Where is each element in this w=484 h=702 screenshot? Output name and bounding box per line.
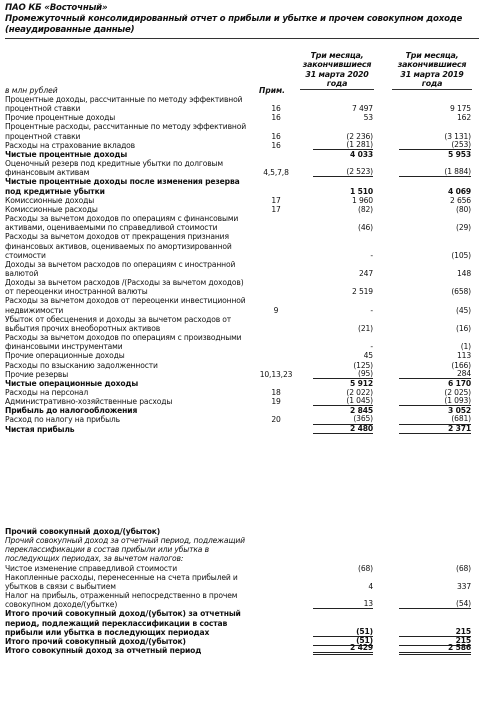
row-label: Прибыль до налогообложения [5,406,138,416]
row-note: 17 [271,204,281,214]
row-note: 16 [271,131,281,141]
value-2019: 337 [456,581,471,591]
statement-row [5,379,479,388]
statement-row [5,232,479,259]
row-label: Чистые операционные доходы [5,378,139,388]
column-header-2019 [392,51,472,90]
row-label: Накопленные расходы, перенесенные на счета прибылей и убытков в связи с выбытием [5,572,238,591]
oci-section [5,527,479,655]
value-2020: 4 033 [349,149,373,159]
row-label: Расход по налогу на прибыль [5,415,120,425]
row-label: Прочие операционные доходы [5,351,125,361]
col2-line2: закончившиеся [397,60,467,70]
statement-row [5,177,479,195]
row-label: Расходы на страхование вкладов [5,140,136,150]
row-label: Чистая прибыль [5,424,75,434]
oci-row [5,591,479,609]
value-2020: - [370,305,373,315]
oci-subtitle: Прочий совокупный доход за отчетный период, подлежащий переклассификации в состав прибыли или убытка в последующих периодах, за вычетом налогов: [5,536,245,564]
value-2020: (1 045) [313,396,373,406]
value-2020: 2 429 [313,643,373,655]
value-2019: 6 170 [447,378,471,388]
value-2020: (365) [313,414,373,424]
value-2019: 215 [399,636,471,646]
value-2020: (1 281) [313,140,373,150]
row-label: Оценочный резерв под кредитные убытки по долговым финансовым активам [5,159,223,178]
statement-row [5,425,479,434]
row-label: Процентные расходы, рассчитанные по методу эффективной процентной ставки [5,122,246,141]
row-label: Расходы за вычетом доходов от переоценки инвестиционной недвижимости [5,296,246,315]
row-label: Чистое изменение справедливой стоимости [5,563,177,573]
value-2019: (29) [456,223,471,233]
row-label: Доходы за вычетом расходов /(Расходы за вычетом доходов) от переоценки иностранной валюты [5,278,244,297]
value-2019: (68) [456,563,471,573]
value-2019: 2 586 [399,643,471,655]
statement-title: Промежуточный консолидированный отчет о прибыли и убытке и прочем совокупном доходе (неаудированные данные) [5,14,463,35]
value-2020: - [370,342,373,352]
value-2020: 2 845 [349,406,373,416]
value-2019: 162 [456,113,471,123]
company-name: ПАО КБ «Восточный» [5,3,108,13]
row-label: Расходы за вычетом доходов от прекращения признания финансовых активов, оцениваемых по амортизированной стоимости [5,232,232,260]
row-label: Итого прочий совокупный доход/(убыток) за отчетный период, подлежащий переклассификации в состав прибыли или убытка в последующих периодах [5,609,241,637]
oci-title: Прочий совокупный доход/(убыток) [5,527,161,536]
row-note: 19 [271,397,281,407]
value-2019: 215 [399,627,471,637]
value-2019: (45) [456,305,471,315]
oci-row [5,573,479,591]
statement-row [5,141,479,150]
row-label: Расходы на персонал [5,388,89,397]
statement-row [5,351,479,360]
value-2020: (51) [313,636,373,646]
col2-line3: 31 марта 2019 [400,69,464,79]
value-2020: (95) [313,369,373,379]
note-column-header: Прим. [259,86,285,95]
col1-line3: 31 марта 2020 [305,69,369,79]
value-2019: (658) [451,287,471,297]
value-2020: (2 236) [346,131,373,141]
value-2019: (2 025) [444,388,471,397]
oci-table [5,564,479,656]
value-2020: 2 480 [313,424,373,434]
statement-row [5,315,479,333]
oci-row [5,564,479,573]
row-note: 16 [271,113,281,123]
value-2019: (16) [456,323,471,333]
value-2020: 1 510 [349,186,373,196]
row-note: 18 [271,388,281,397]
value-2020: (2 022) [346,388,373,397]
value-2019: (80) [456,204,471,214]
row-label: Прочие процентные доходы [5,113,116,123]
row-note: 16 [271,140,281,150]
value-2020: 53 [363,113,373,123]
value-2020: (125) [353,360,373,370]
statement-row [5,122,479,140]
value-2020: (68) [358,563,373,573]
statement-row [5,370,479,379]
value-2020: (21) [358,323,373,333]
row-label: Комиссионные доходы [5,195,95,205]
value-2019: 3 052 [447,406,471,416]
row-label: Налог на прибыль, отраженный непосредственно в прочем совокупном доходе/(убытке) [5,591,238,610]
column-header-2020 [300,51,374,90]
value-2020: (82) [358,204,373,214]
row-label: Убыток от обесценения и доходы за вычетом расходов от выбытия прочих внеоборотных активов [5,314,232,333]
value-2019: (166) [451,360,471,370]
row-note: 9 [273,305,279,315]
value-2020: 4 [368,581,373,591]
col1-line4: года [300,79,374,89]
value-2020: (2 523) [313,167,373,177]
statement-row [5,159,479,177]
value-2020: - [370,250,373,260]
value-2019: (54) [399,599,471,609]
statement-row [5,397,479,406]
value-2019: 9 175 [450,104,471,114]
value-2019: 148 [456,268,471,278]
statement-row [5,95,479,113]
value-2020: 2 519 [352,287,373,297]
oci-row [5,643,479,656]
statement-row [5,150,479,159]
statement-row [5,113,479,122]
row-note: 20 [271,415,281,425]
statement-row [5,214,479,232]
row-label: Чистые процентные доходы [5,149,128,159]
row-note: 16 [271,104,281,114]
value-2020: 13 [313,599,373,609]
value-2020: (51) [313,627,373,637]
statement-row [5,296,479,314]
value-2019: 284 [399,369,471,379]
row-label: Итого совокупный доход за отчетный период [5,646,202,656]
statement-row [5,205,479,214]
oci-row [5,609,479,636]
col2-line4: года [392,79,472,89]
row-label: Доходы за вычетом расходов по операциям с иностранной валютой [5,259,236,278]
row-note: 4,5,7,8 [263,168,289,178]
value-2020: 7 497 [352,104,373,114]
value-2019: 5 953 [447,149,471,159]
col1-line2: закончившиеся [302,60,372,70]
value-2020: 5 912 [349,378,373,388]
value-2019: (105) [451,250,471,260]
row-label: Процентные доходы, рассчитанные по методу эффективной процентной ставки [5,95,243,114]
value-2019: (1) [460,342,471,352]
row-label: Комиссионные расходы [5,204,98,214]
statement-row [5,196,479,205]
value-2020: (46) [358,223,373,233]
value-2019: (253) [399,140,471,150]
value-2020: 247 [358,268,373,278]
value-2019: 113 [456,351,471,361]
row-note: 17 [271,195,281,205]
value-2019: (3 131) [444,131,471,141]
row-label: Расходы за вычетом доходов по операциям с финансовыми активами, оцениваемыми по справедливой стоимости [5,214,239,233]
row-label: Расходы по взысканию задолженности [5,360,158,370]
row-label: Итого прочий совокупный доход/(убыток) [5,636,186,646]
col2-line1: Три месяца, [405,51,459,60]
value-2019: 4 069 [447,186,471,196]
income-statement-table [5,95,479,434]
statement-row [5,278,479,296]
row-note: 10,13,23 [259,369,293,379]
statement-row [5,260,479,278]
value-2019: (681) [399,414,471,424]
col1-line1: Три месяца, [310,51,364,60]
row-label: Прочие резервы [5,369,69,379]
value-2019: 2 371 [399,424,471,434]
value-2020: 1 960 [352,195,373,205]
title-rule [5,38,479,39]
value-2019: (1 884) [399,167,471,177]
value-2019: 2 656 [450,195,471,205]
row-label: Административно-хозяйственные расходы [5,397,173,407]
row-label: Расходы за вычетом доходов по операциям с производными финансовыми инструментами [5,333,242,352]
value-2020: 45 [363,351,373,361]
value-2019: (1 093) [399,396,471,406]
row-label: Чистые процентные доходы после изменения резерва под кредитные убытки [5,177,240,196]
statement-row [5,333,479,351]
unit-label: в млн рублей [5,86,58,95]
